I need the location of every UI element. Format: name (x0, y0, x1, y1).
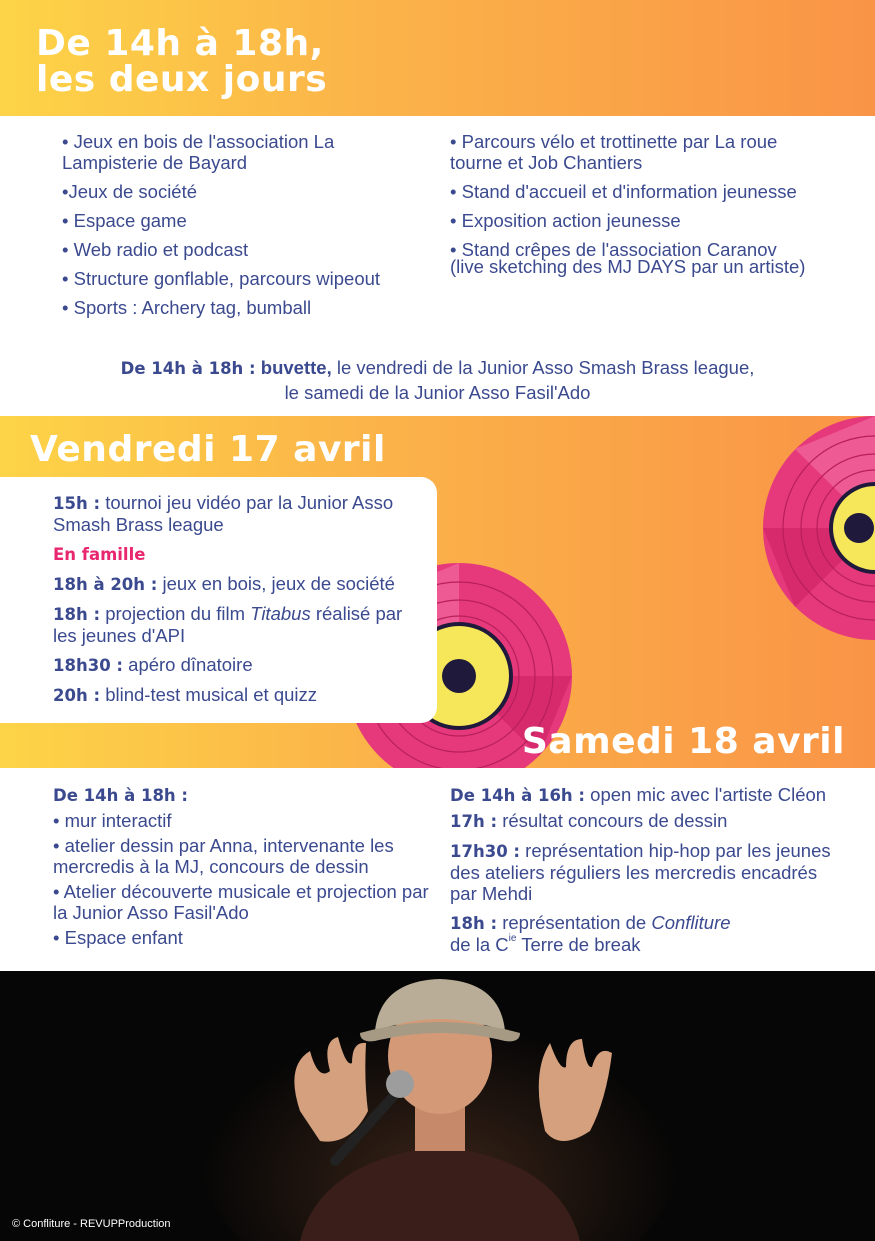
saturday-left-list (53, 784, 433, 952)
schedule-item (53, 492, 428, 535)
vinyl-record-icon (747, 415, 875, 641)
schedule-text: projection du film (105, 603, 246, 624)
title-line-2: les deux jours (36, 59, 328, 100)
superscript: ie (508, 933, 517, 944)
schedule-time: 17h30 : (450, 842, 521, 861)
performer-illustration (0, 971, 875, 1241)
list-item (450, 239, 830, 277)
schedule-heading (53, 784, 433, 806)
list-item: • Espace enfant (53, 927, 183, 948)
schedule-time: 18h à 20h : (53, 575, 158, 594)
film-title: Titabus (250, 603, 311, 624)
list-item-note: (live sketching des MJ DAYS par un artiste) (450, 256, 806, 277)
list-item: • Espace game (62, 210, 187, 231)
schedule-text: tournoi jeu vidéo par la Junior Asso Smash Brass league (53, 492, 394, 535)
famille-heading (53, 543, 428, 565)
list-item: • Atelier découverte musicale et projection par la Junior Asso Fasil'Ado (53, 881, 429, 923)
schedule-time: 17h : (450, 812, 498, 831)
list-item: • Stand d'accueil et d'information jeunesse (450, 181, 797, 202)
friday-schedule (53, 492, 428, 714)
photo-credit: © Confliture - REVUPProduction (12, 1218, 171, 1230)
schedule-text: résultat concours de dessin (502, 810, 728, 831)
schedule-text: représentation de (502, 912, 647, 933)
schedule-item (450, 912, 840, 955)
buvette-line-1: le vendredi de la Junior Asso Smash Brass league, (336, 357, 755, 378)
schedule-text: Terre de break (516, 934, 641, 955)
schedule-item (450, 810, 840, 832)
list-item: • atelier dessin par Anna, intervenante les mercredis à la MJ, concours de dessin (53, 835, 394, 877)
buvette-line-2: le samedi de la Junior Asso Fasil'Ado (284, 382, 591, 403)
buvette-label: buvette, (260, 357, 332, 378)
friday-title: Vendredi 17 avril (30, 429, 386, 470)
schedule-item (53, 603, 428, 646)
list-item: • Web radio et podcast (62, 239, 249, 260)
schedule-text: réalisé par les jeunes d'API (53, 603, 403, 646)
list-item: • Exposition action jeunesse (450, 210, 681, 231)
famille-label: En famille (53, 545, 146, 564)
activities-right-list (450, 131, 830, 285)
saturday-title: Samedi 18 avril (521, 721, 845, 762)
schedule-time: 18h30 : (53, 656, 124, 675)
list-item: • mur interactif (53, 810, 172, 831)
schedule-time: De 14h à 16h : (450, 786, 586, 805)
schedule-time: 18h : (450, 914, 498, 933)
list-item: • Structure gonflable, parcours wipeout (62, 268, 381, 289)
schedule-item (450, 784, 840, 806)
saturday-right-list (450, 784, 840, 963)
schedule-text: blind-test musical et quizz (105, 684, 318, 705)
title-line-1: De 14h à 18h, (36, 23, 324, 64)
page-title (36, 23, 328, 100)
schedule-time: 18h : (53, 605, 101, 624)
schedule-item (53, 684, 428, 706)
show-title: Confliture (651, 912, 731, 933)
schedule-text: représentation hip-hop par les jeunes des ateliers réguliers les mercredis encadrés par Mehdi (450, 840, 831, 904)
schedule-time: De 14h à 18h : (53, 786, 189, 805)
buvette-notice (60, 356, 815, 405)
schedule-item (53, 654, 428, 676)
list-item: • Sports : Archery tag, bumball (62, 297, 312, 318)
list-item: • Parcours vélo et trottinette par La roue tourne et Job Chantiers (450, 131, 778, 173)
schedule-text: jeux en bois, jeux de société (162, 573, 395, 594)
list-item-text: • Stand crêpes de l'association Caranov (450, 239, 777, 260)
activities-left-list (62, 131, 432, 326)
schedule-time: 15h : (53, 494, 101, 513)
performer-photo (0, 971, 875, 1241)
schedule-item (450, 840, 840, 904)
schedule-text: open mic avec l'artiste Cléon (590, 784, 827, 805)
schedule-item (53, 573, 428, 595)
list-item: • Jeux en bois de l'association La Lampisterie de Bayard (62, 131, 335, 173)
schedule-text: apéro dînatoire (128, 654, 253, 675)
list-item: •Jeux de société (62, 181, 198, 202)
schedule-text: de la C (450, 934, 509, 955)
schedule-time: 20h : (53, 686, 101, 705)
buvette-time: De 14h à 18h : (120, 359, 256, 378)
